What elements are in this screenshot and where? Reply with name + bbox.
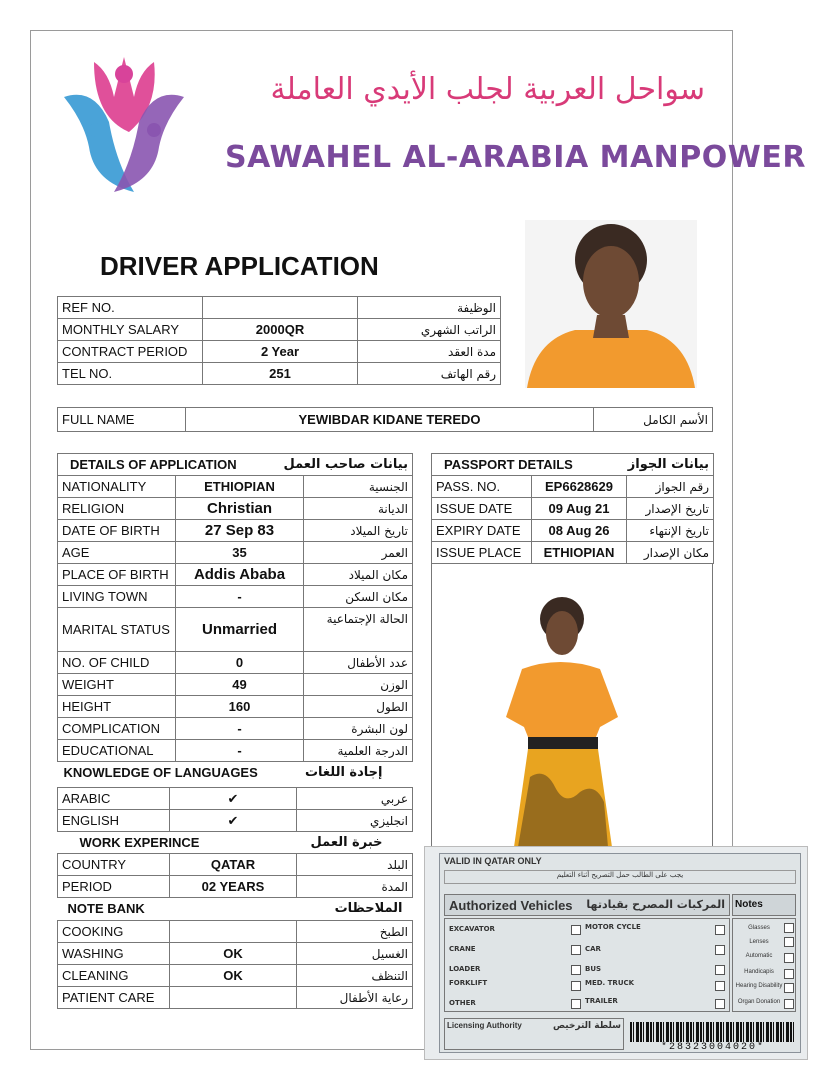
table-row [58, 586, 413, 608]
nationality-label-ar: الجنسية [304, 476, 413, 498]
age-label-ar: العمر [304, 542, 413, 564]
children-value: 0 [176, 652, 304, 674]
cleaning-label-ar: التنظف [297, 965, 413, 987]
experience-title: WORK EXPERINCE [79, 835, 200, 851]
living-town-value: - [176, 586, 304, 608]
portrait-neck [593, 315, 629, 338]
licensing-authority-label: Licensing Authority [447, 1021, 522, 1030]
table-row [58, 297, 501, 319]
checkbox-med-truck [715, 981, 725, 991]
full-body-photo [500, 597, 630, 847]
table-row [58, 788, 413, 810]
marital-value: Unmarried [176, 608, 304, 652]
pass-no-label-ar: رقم الجواز [627, 476, 714, 498]
nationality-label: NATIONALITY [58, 476, 176, 498]
checkbox-car [715, 945, 725, 955]
license-notes-header: Notes [732, 894, 796, 916]
table-row [432, 520, 714, 542]
full-name-value: YEWIBDAR KIDANE TEREDO [186, 408, 594, 432]
birthplace-value: Addis Ababa [176, 564, 304, 586]
full-name-table [57, 407, 713, 432]
tel-label-ar: رقم الهاتف [358, 363, 501, 385]
vehicle-loader: LOADER [449, 965, 481, 973]
complication-value: - [176, 718, 304, 740]
details-header [58, 454, 413, 476]
company-logo [54, 52, 194, 202]
vehicle-crane: CRANE [449, 945, 476, 953]
passport-header [432, 454, 714, 476]
birthplace-label-ar: مكان الميلاد [304, 564, 413, 586]
body-belt [528, 737, 598, 749]
licensing-authority-label-ar: سلطة الترخيص [552, 1021, 621, 1031]
issue-place-label-ar: مكان الإصدار [627, 542, 714, 564]
notes-table [57, 920, 413, 1009]
pass-no-label: PASS. NO. [432, 476, 532, 498]
body-dress-top [506, 662, 618, 737]
cleaning-label: CLEANING [58, 965, 170, 987]
vehicle-other: OTHER [449, 999, 476, 1007]
languages-table [57, 787, 413, 854]
salary-label-ar: الراتب الشهري [358, 319, 501, 341]
arabic-label-ar: عربي [297, 788, 413, 810]
checkbox-organ [784, 999, 794, 1009]
notes-header [58, 898, 413, 920]
summary-table [57, 296, 501, 385]
arabic-label: ARABIC [58, 788, 170, 810]
table-row [58, 408, 713, 432]
table-row [58, 363, 501, 385]
education-value: - [176, 740, 304, 762]
checkbox-handicap [784, 969, 794, 979]
table-row [58, 542, 413, 564]
arabic-check-icon: ✔ [170, 788, 297, 810]
driving-license-image [424, 846, 808, 1060]
age-value: 35 [176, 542, 304, 564]
weight-label-ar: الوزن [304, 674, 413, 696]
patient-care-value [170, 987, 297, 1009]
notes-title-ar: الملاحظات [334, 901, 403, 917]
english-label-ar: انجليزي [297, 810, 413, 832]
checkbox-forklift [571, 981, 581, 991]
expiry-date-label-ar: تاريخ الإنتهاء [627, 520, 714, 542]
issue-date-value: 09 Aug 21 [532, 498, 627, 520]
checkbox-glasses [784, 923, 794, 933]
cleaning-value: OK [170, 965, 297, 987]
table-row [432, 498, 714, 520]
license-card [439, 853, 801, 1053]
english-check-icon: ✔ [170, 810, 297, 832]
tel-label: TEL NO. [58, 363, 203, 385]
details-title: DETAILS OF APPLICATION [58, 454, 304, 476]
children-label: NO. OF CHILD [58, 652, 176, 674]
table-row [58, 696, 413, 718]
complication-label: COMPLICATION [58, 718, 176, 740]
checkbox-automatic [784, 953, 794, 963]
washing-label-ar: الغسيل [297, 943, 413, 965]
languages-title: KNOWLEDGE OF LANGUAGES [63, 765, 258, 781]
children-label-ar: عدد الأطفال [304, 652, 413, 674]
issue-place-label: ISSUE PLACE [432, 542, 532, 564]
license-instructions: يجب على الطالب حمل التصريح أثناء التعليم [444, 870, 796, 884]
patient-care-label: PATIENT CARE [58, 987, 170, 1009]
table-row [58, 740, 413, 762]
religion-value: Christian [176, 498, 304, 520]
height-label-ar: الطول [304, 696, 413, 718]
religion-label: RELIGION [58, 498, 176, 520]
patient-care-label-ar: رعاية الأطفال [297, 987, 413, 1009]
ref-no-value [203, 297, 358, 319]
licensing-authority-box [444, 1018, 624, 1050]
table-row [58, 608, 413, 652]
passport-title: PASSPORT DETAILS [432, 454, 627, 476]
expiry-date-value: 08 Aug 26 [532, 520, 627, 542]
salary-value: 2000QR [203, 319, 358, 341]
body-face [546, 611, 578, 655]
checkbox-lenses [784, 937, 794, 947]
vehicle-grid [444, 918, 730, 1012]
washing-label: WASHING [58, 943, 170, 965]
languages-header [58, 762, 413, 784]
experience-title-ar: خبرة العمل [310, 835, 383, 851]
company-name-arabic: سواحل العربية لجلب الأيدي العاملة [270, 72, 705, 107]
contract-label-ar: مدة العقد [358, 341, 501, 363]
birthplace-label: PLACE OF BIRTH [58, 564, 176, 586]
experience-header [58, 832, 413, 854]
table-row [58, 564, 413, 586]
logo-head-left [89, 123, 103, 137]
note-hearing: Hearing Disability [735, 983, 783, 989]
vehicle-trailer: TRAILER [585, 997, 618, 1005]
dob-label: DATE OF BIRTH [58, 520, 176, 542]
table-row [58, 943, 413, 965]
checkbox-excavator [571, 925, 581, 935]
table-row [58, 987, 413, 1009]
checkbox-motorcycle [715, 925, 725, 935]
nationality-value: ETHIOPIAN [176, 476, 304, 498]
logo-head-right [147, 123, 161, 137]
period-label: PERIOD [58, 876, 170, 898]
passport-title-ar: بيانات الجواز [627, 454, 714, 476]
expiry-date-label: EXPIRY DATE [432, 520, 532, 542]
vehicle-car: CAR [585, 945, 601, 953]
complication-label-ar: لون البشرة [304, 718, 413, 740]
table-row [58, 965, 413, 987]
salary-label: MONTHLY SALARY [58, 319, 203, 341]
education-label-ar: الدرجة العلمية [304, 740, 413, 762]
checkbox-crane [571, 945, 581, 955]
marital-label: MARITAL STATUS [58, 608, 176, 652]
tel-value: 251 [203, 363, 358, 385]
table-row [432, 542, 714, 564]
checkbox-bus [715, 965, 725, 975]
full-name-label-ar: الأسم الكامل [594, 408, 713, 432]
notes-title: NOTE BANK [67, 901, 145, 917]
contract-value: 2 Year [203, 341, 358, 363]
dob-label-ar: تاريخ الميلاد [304, 520, 413, 542]
education-label: EDUCATIONAL [58, 740, 176, 762]
marital-label-ar: الحالة الإجتماعية [304, 608, 413, 652]
license-barcode [630, 1022, 796, 1042]
table-row [58, 319, 501, 341]
table-row [58, 652, 413, 674]
table-row [58, 674, 413, 696]
period-label-ar: المدة [297, 876, 413, 898]
table-row [58, 341, 501, 363]
weight-value: 49 [176, 674, 304, 696]
note-lenses: Lenses [749, 939, 769, 945]
cooking-label: COOKING [58, 921, 170, 943]
table-row [58, 520, 413, 542]
note-automatic: Automatic [745, 953, 773, 959]
table-row [58, 810, 413, 832]
table-row [58, 921, 413, 943]
living-town-label-ar: مكان السكن [304, 586, 413, 608]
vehicle-motorcycle: MOTOR CYCLE [585, 923, 641, 931]
vehicle-forklift: FORKLIFT [449, 979, 488, 987]
height-label: HEIGHT [58, 696, 176, 718]
cooking-value [170, 921, 297, 943]
washing-value: OK [170, 943, 297, 965]
license-validity: VALID IN QATAR ONLY [444, 856, 542, 866]
full-name-label: FULL NAME [58, 408, 186, 432]
weight-label: WEIGHT [58, 674, 176, 696]
height-value: 160 [176, 696, 304, 718]
note-glasses: Glasses [748, 925, 770, 931]
dob-value: 27 Sep 83 [176, 520, 304, 542]
experience-table [57, 853, 413, 920]
issue-place-value: ETHIOPIAN [532, 542, 627, 564]
authorized-vehicles-header [444, 894, 730, 916]
contract-label: CONTRACT PERIOD [58, 341, 203, 363]
portrait-face [583, 246, 639, 318]
details-table [57, 453, 413, 784]
table-row [58, 876, 413, 898]
document-heading: DRIVER APPLICATION [100, 251, 379, 281]
checkbox-loader [571, 965, 581, 975]
license-notes-grid [732, 918, 796, 1012]
religion-label-ar: الديانة [304, 498, 413, 520]
note-organ: Organ Donation [737, 999, 781, 1005]
table-row [58, 718, 413, 740]
table-row [58, 854, 413, 876]
table-row [432, 476, 714, 498]
cooking-label-ar: الطبخ [297, 921, 413, 943]
logo-head [115, 65, 133, 83]
english-label: ENGLISH [58, 810, 170, 832]
table-row [58, 498, 413, 520]
vehicle-bus: BUS [585, 965, 602, 973]
checkbox-other [571, 999, 581, 1009]
living-town-label: LIVING TOWN [58, 586, 176, 608]
details-title-ar: بيانات صاحب العمل [304, 454, 413, 476]
checkbox-trailer [715, 999, 725, 1009]
company-name-english: SAWAHEL AL-ARABIA MANPOWER [225, 140, 806, 175]
passport-table [431, 453, 714, 564]
issue-date-label: ISSUE DATE [432, 498, 532, 520]
authorized-vehicles-label-ar: المركبات المصرح بقيادتها [586, 898, 725, 911]
pass-no-value: EP6628629 [532, 476, 627, 498]
ref-no-label: REF NO. [58, 297, 203, 319]
vehicle-excavator: EXCAVATOR [449, 925, 495, 933]
age-label: AGE [58, 542, 176, 564]
ref-no-label-ar: الوظيفة [358, 297, 501, 319]
country-label-ar: البلد [297, 854, 413, 876]
authorized-vehicles-label: Authorized Vehicles [449, 898, 573, 913]
checkbox-hearing [784, 983, 794, 993]
note-handicap: Handicapis [744, 969, 774, 975]
vehicle-med-truck: MED. TRUCK [585, 979, 635, 987]
issue-date-label-ar: تاريخ الإصدار [627, 498, 714, 520]
table-row [58, 476, 413, 498]
license-barcode-number: *28323004020* [660, 1042, 765, 1053]
country-value: QATAR [170, 854, 297, 876]
languages-title-ar: إجادة اللغات [304, 765, 383, 781]
country-label: COUNTRY [58, 854, 170, 876]
period-value: 02 YEARS [170, 876, 297, 898]
portrait-photo [525, 220, 697, 388]
